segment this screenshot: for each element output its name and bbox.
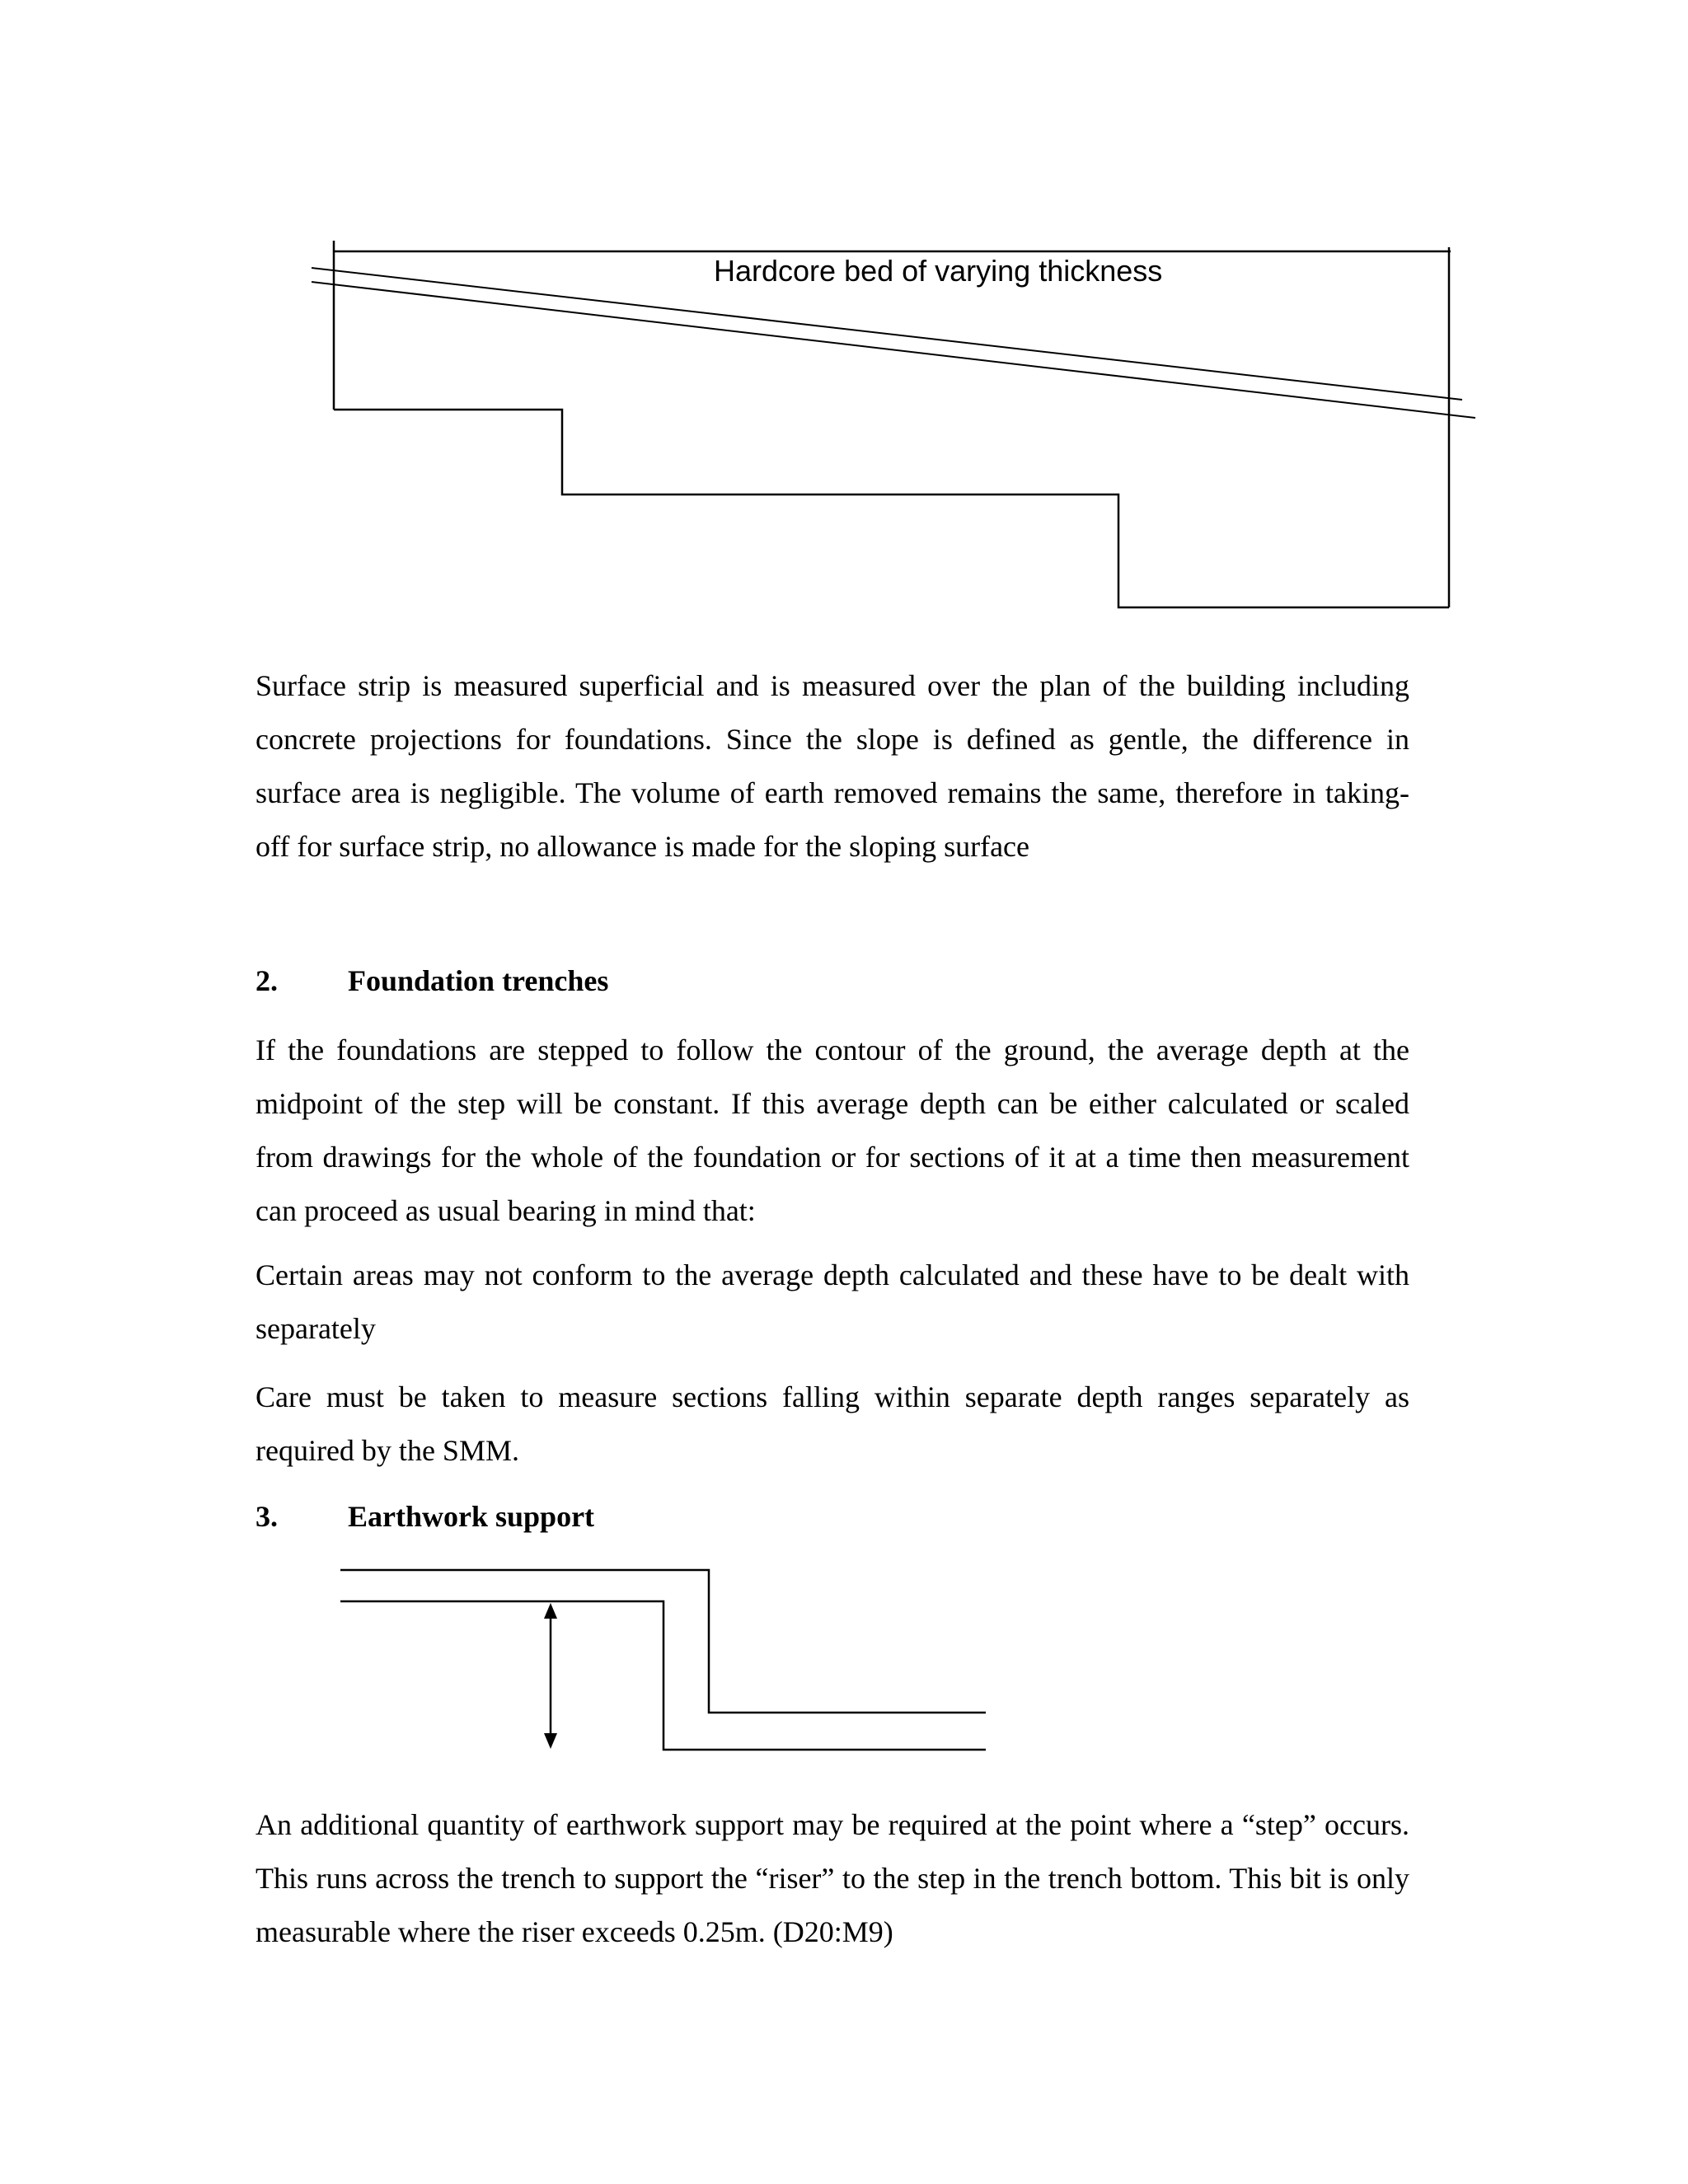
section-3-number: 3. <box>256 1500 278 1533</box>
depth-arrow-head-up <box>544 1603 557 1619</box>
section-2-title: Foundation trenches <box>348 964 609 997</box>
hardcore-bed-label: Hardcore bed of varying thickness <box>714 254 1163 288</box>
earthwork-support-paragraph: An additional quantity of earthwork support may be required at the point where a “step” occurs. This runs across the trench to support the “riser” to the step in the trench bottom. This bit is only measurable where the riser exceeds 0.25m. (D20:M9) <box>256 1808 1409 1948</box>
trenches-intro-paragraph: If the foundations are stepped to follow the contour of the ground, the average depth at the midpoint of the step will be constant. If this average depth can be either calculated or scaled from drawings for the whole of the foundation or for sections of it at a time then measurement can proceed as usual bearing in mind that: <box>256 1033 1409 1227</box>
trenches-note-1: Certain areas may not conform to the average depth calculated and these have to be dealt with separately <box>256 1258 1409 1345</box>
section-2-number: 2. <box>256 964 278 997</box>
depth-arrow-head-down <box>544 1733 557 1749</box>
trench-inner-profile <box>340 1601 986 1750</box>
surface-strip-paragraph: Surface strip is measured superficial and is measured over the plan of the building including concrete projections for foundations. Since the slope is defined as gentle, the difference in surface area is negligible. The volume of earth removed remains the same, therefore in taking-off for surface strip, no allowance is made for the sloping surface <box>256 669 1409 863</box>
section-3-title: Earthwork support <box>348 1500 595 1533</box>
trenches-note-2: Care must be taken to measure sections falling within separate depth ranges separately as required by the SMM. <box>256 1380 1409 1467</box>
